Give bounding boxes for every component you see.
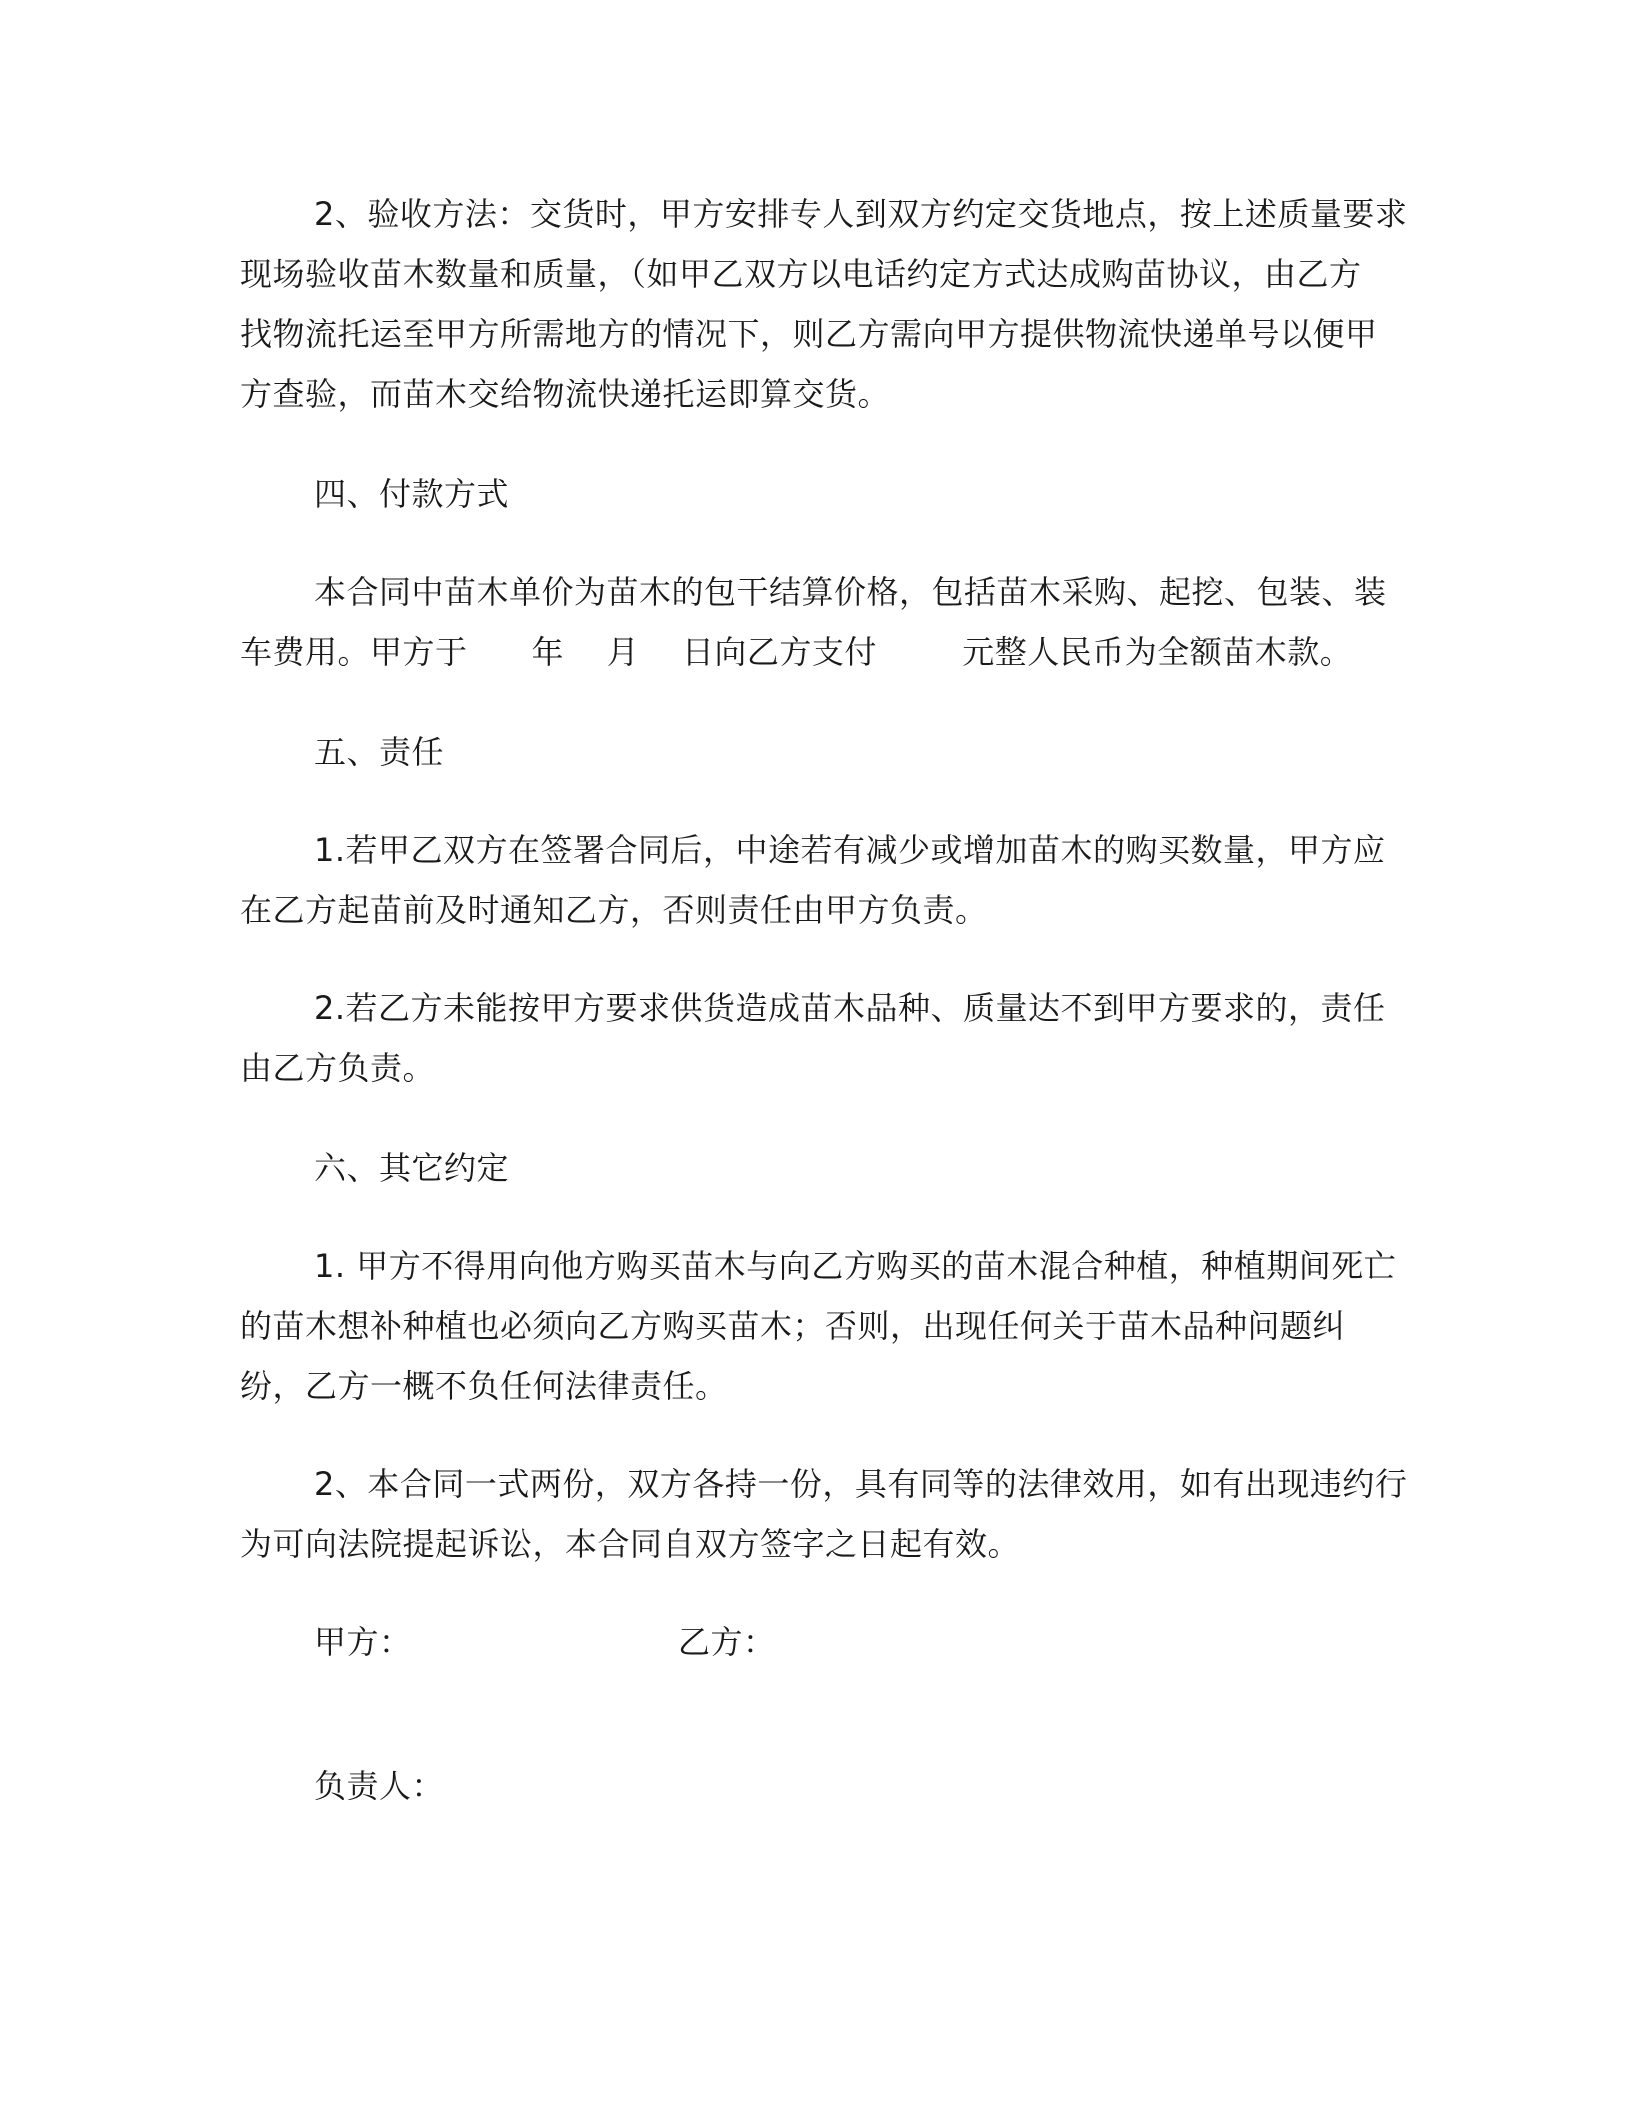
responsibility-item1-line-1: 1.若甲乙双方在签署合同后，中途若有减少或增加苗木的购买数量，甲方应 (314, 831, 1386, 869)
person-in-charge-label: 负责人： (314, 1767, 445, 1805)
acceptance-line-1: 2、验收方法：交货时，甲方安排专人到双方约定交货地点，按上述质量要求 (314, 195, 1408, 233)
responsibility-item2-line-1: 2.若乙方未能按甲方要求供货造成苗木品种、质量达不到甲方要求的，责任 (314, 989, 1386, 1027)
other-item2-line-2: 为可向法院提起诉讼，本合同自双方签字之日起有效。 (240, 1525, 1021, 1563)
other-item1-line-3: 纷，乙方一概不负任何法律责任。 (240, 1367, 728, 1405)
responsibility-item1-line-2: 在乙方起苗前及时通知乙方，否则责任由甲方负责。 (240, 891, 988, 929)
party-b-label: 乙方： (678, 1623, 776, 1661)
other-heading: 六、其它约定 (314, 1149, 510, 1187)
other-item2-line-1: 2、本合同一式两份，双方各持一份，具有同等的法律效用，如有出现违约行 (314, 1465, 1408, 1503)
other-item1-line-2: 的苗木想补种植也必须向乙方购买苗木；否则，出现任何关于苗木品种问题纠 (240, 1307, 1346, 1345)
acceptance-line-2: 现场验收苗木数量和质量，（如甲乙双方以电话约定方式达成购苗协议，由乙方 (240, 255, 1362, 293)
payment-heading: 四、付款方式 (314, 475, 510, 513)
responsibility-item2-line-2: 由乙方负责。 (240, 1049, 436, 1087)
responsibility-heading: 五、责任 (314, 733, 445, 771)
acceptance-line-3: 找物流托运至甲方所需地方的情况下，则乙方需向甲方提供物流快递单号以便甲 (240, 315, 1378, 353)
acceptance-line-4: 方查验，而苗木交给物流快递托运即算交货。 (240, 375, 891, 413)
payment-line-2: 车费用。甲方于 年 月 日向乙方支付 元整人民币为全额苗木款。 (240, 633, 1353, 671)
other-item1-line-1: 1. 甲方不得用向他方购买苗木与向乙方购买的苗木混合种植，种植期间死亡 (314, 1247, 1397, 1285)
payment-line-1: 本合同中苗木单价为苗木的包干结算价格，包括苗木采购、起挖、包装、装 (314, 573, 1387, 611)
party-a-label: 甲方： (314, 1623, 412, 1661)
